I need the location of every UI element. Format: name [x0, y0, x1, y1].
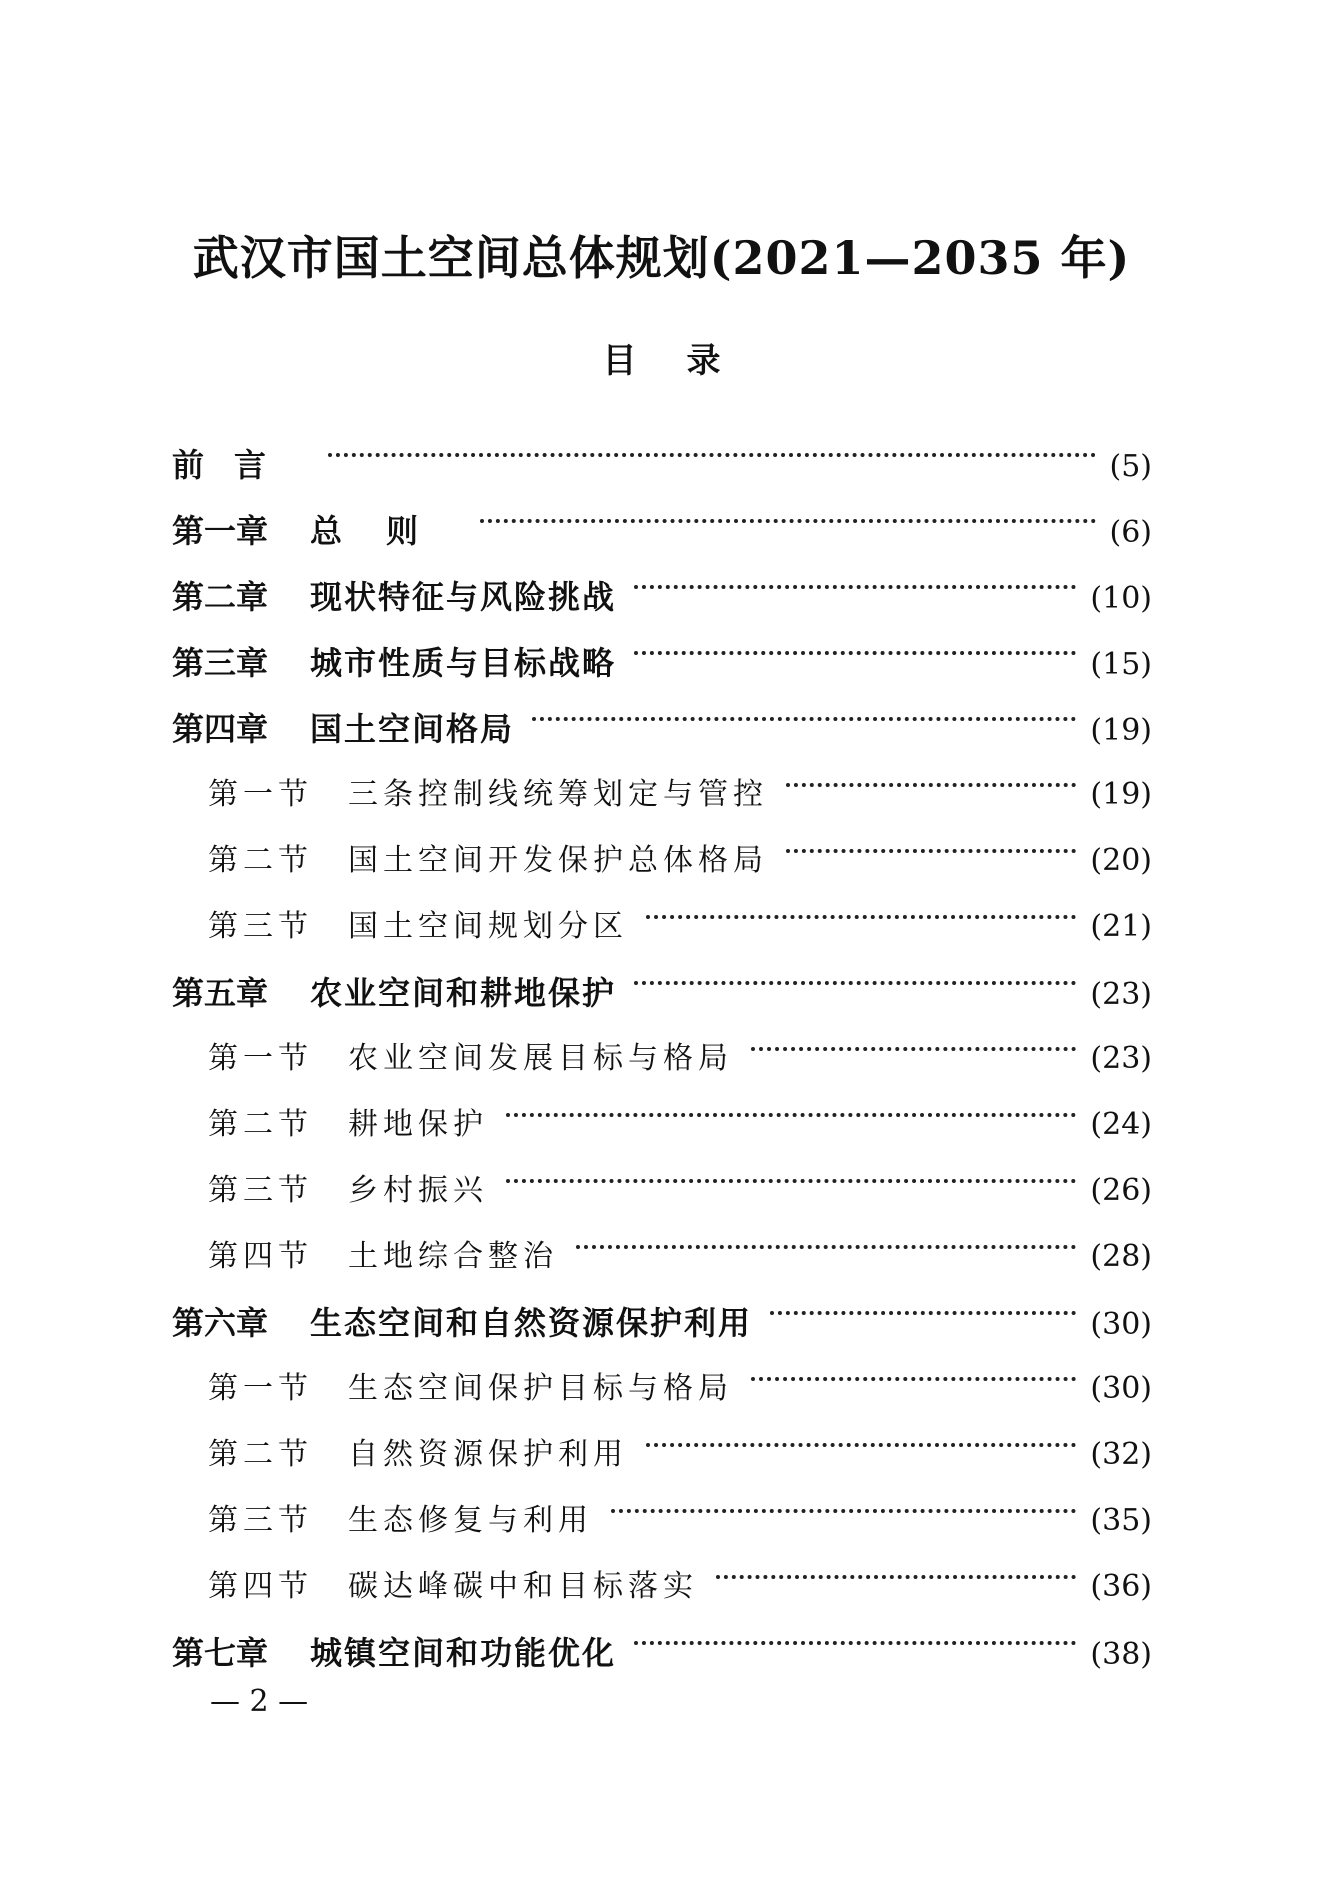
toc-entry-page: (23) — [1090, 1041, 1152, 1076]
toc-entry-title: 国土空间格局 — [310, 710, 515, 748]
toc-entry-page: (19) — [1090, 713, 1152, 748]
toc-entry-section[interactable] — [172, 762, 1152, 828]
toc-entry-chapter[interactable] — [172, 696, 1152, 762]
toc-entry-title: 国土空间规划分区 — [348, 909, 628, 944]
toc-entry-page: (5) — [1109, 449, 1152, 484]
toc-entry-title: 三条控制线统筹划定与管控 — [348, 777, 768, 812]
toc-leader-dots — [634, 981, 1076, 985]
toc-entry-label: 第四节 — [208, 1569, 313, 1604]
toc-leader-dots — [634, 651, 1076, 655]
toc-leader-dots — [634, 1641, 1076, 1645]
document-title: 武汉市国土空间总体规划(2021—2035 年) — [192, 231, 1131, 285]
toc-entry-title: 总则 — [310, 512, 463, 550]
toc-leader-dots — [751, 1377, 1076, 1381]
toc-entry-page: (28) — [1090, 1239, 1152, 1274]
toc-entry-chapter[interactable] — [172, 564, 1152, 630]
toc-entry-label: 第一节 — [208, 1041, 313, 1076]
toc-entry-title: 乡村振兴 — [348, 1173, 488, 1208]
toc-leader-dots — [532, 717, 1076, 721]
toc-entry-title: 国土空间开发保护总体格局 — [348, 843, 768, 878]
toc-entry-title: 农业空间发展目标与格局 — [348, 1041, 733, 1076]
toc-entry-title: 生态修复与利用 — [348, 1503, 593, 1538]
toc-leader-dots — [751, 1047, 1076, 1051]
toc-entry-label: 第二节 — [208, 1437, 313, 1472]
toc-entry-section[interactable] — [172, 1026, 1152, 1092]
toc-entry-section[interactable] — [172, 1554, 1152, 1620]
toc-leader-dots — [716, 1575, 1076, 1579]
toc-entry-page: (10) — [1090, 581, 1152, 616]
toc-entry-title: 土地综合整治 — [348, 1239, 558, 1274]
toc-leader-dots — [646, 1443, 1076, 1447]
toc-entry-title: 碳达峰碳中和目标落实 — [348, 1569, 698, 1604]
toc-entry-page: (36) — [1090, 1569, 1152, 1604]
toc-entry-page: (19) — [1090, 777, 1152, 812]
toc-entry-label: 第四章 — [172, 710, 269, 748]
toc-entry-title: 城市性质与目标战略 — [310, 644, 617, 682]
toc-entry-page: (30) — [1090, 1371, 1152, 1406]
toc-leader-dots — [634, 585, 1076, 589]
toc-entry-page: (20) — [1090, 843, 1152, 878]
toc-entry-title: 前言 — [172, 446, 297, 484]
toc-entry-chapter[interactable] — [172, 1620, 1152, 1686]
toc-entry-chapter[interactable] — [172, 1290, 1152, 1356]
toc-entry-label: 第四节 — [208, 1239, 313, 1274]
toc-leader-dots — [506, 1179, 1076, 1183]
toc-entry-label: 第二节 — [208, 843, 313, 878]
toc-entry-page: (23) — [1090, 977, 1152, 1012]
toc-entry-section[interactable] — [172, 1356, 1152, 1422]
toc-entry-section[interactable] — [172, 1422, 1152, 1488]
toc-entry-chapter[interactable] — [172, 630, 1152, 696]
toc-entry-page: (21) — [1090, 909, 1152, 944]
toc-entry-title: 生态空间和自然资源保护利用 — [310, 1304, 753, 1342]
toc-entry-page: (6) — [1109, 515, 1152, 550]
toc-entry-title: 城镇空间和功能优化 — [310, 1634, 617, 1672]
toc-entry-page: (32) — [1090, 1437, 1152, 1472]
toc-leader-dots — [646, 915, 1076, 919]
toc-entry-page: (30) — [1090, 1307, 1152, 1342]
toc-entry-section[interactable] — [172, 1092, 1152, 1158]
toc-entry-label: 第七章 — [172, 1634, 269, 1672]
page-number: — 2 — — [210, 1684, 309, 1719]
toc-entry-label: 第二章 — [172, 578, 269, 616]
toc-leader-dots — [786, 849, 1076, 853]
toc-entry-label: 第一节 — [208, 777, 313, 812]
toc-leader-dots — [770, 1311, 1076, 1315]
toc-entry-title: 农业空间和耕地保护 — [310, 974, 617, 1012]
toc-entry-section[interactable] — [172, 828, 1152, 894]
toc-entry-label: 第六章 — [172, 1304, 269, 1342]
toc-leader-dots — [328, 453, 1096, 457]
toc-entry-section[interactable] — [172, 1488, 1152, 1554]
toc-leader-dots — [611, 1509, 1076, 1513]
toc-entry-label: 第一节 — [208, 1371, 313, 1406]
toc-leader-dots — [576, 1245, 1076, 1249]
toc-entry-section[interactable] — [172, 1158, 1152, 1224]
toc-entry-section[interactable] — [172, 894, 1152, 960]
toc-entry-label: 第二节 — [208, 1107, 313, 1142]
toc-entry-chapter[interactable] — [172, 960, 1152, 1026]
toc-entry-label: 第三章 — [172, 644, 269, 682]
toc-entry-preface[interactable] — [172, 432, 1152, 498]
toc-leader-dots — [506, 1113, 1076, 1117]
toc-entry-title: 耕地保护 — [348, 1107, 488, 1142]
toc-entry-page: (15) — [1090, 647, 1152, 682]
toc-entry-label: 第一章 — [172, 512, 269, 550]
toc-entry-page: (24) — [1090, 1107, 1152, 1142]
toc-entry-page: (38) — [1090, 1637, 1152, 1672]
toc-entry-label: 第五章 — [172, 974, 269, 1012]
table-of-contents — [172, 432, 1152, 1686]
toc-entry-title: 自然资源保护利用 — [348, 1437, 628, 1472]
toc-entry-label: 第三节 — [208, 909, 313, 944]
toc-entry-title: 现状特征与风险挑战 — [310, 578, 617, 616]
toc-entry-page: (26) — [1090, 1173, 1152, 1208]
toc-entry-page: (35) — [1090, 1503, 1152, 1538]
toc-leader-dots — [480, 519, 1095, 523]
toc-heading: 目录 — [602, 341, 771, 381]
toc-entry-label: 第三节 — [208, 1503, 313, 1538]
toc-entry-section[interactable] — [172, 1224, 1152, 1290]
toc-entry-title: 生态空间保护目标与格局 — [348, 1371, 733, 1406]
toc-entry-label: 第三节 — [208, 1173, 313, 1208]
toc-leader-dots — [786, 783, 1076, 787]
toc-entry-chapter[interactable] — [172, 498, 1152, 564]
